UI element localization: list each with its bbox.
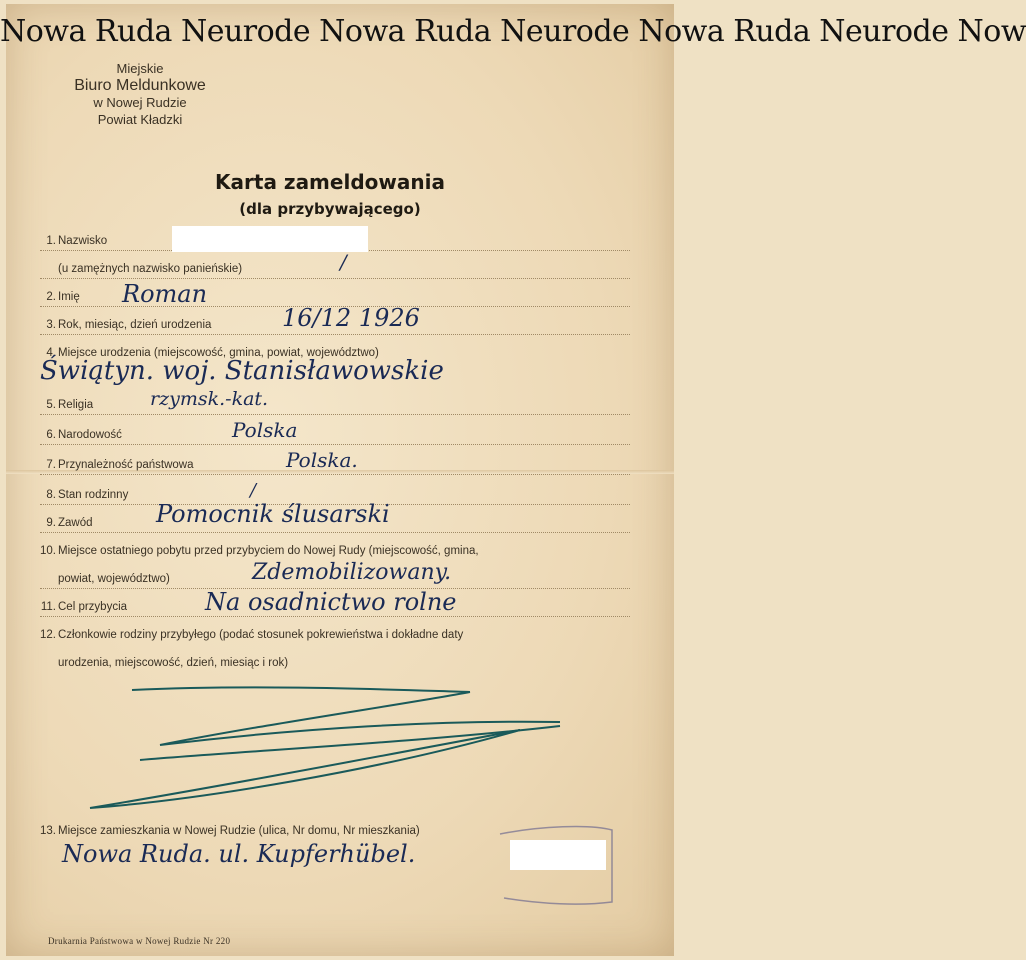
hw-last-residence: Zdemobilizowany. [252, 560, 452, 585]
hw-religion: rzymsk.-kat. [150, 388, 269, 410]
field-label: Zawód [58, 517, 93, 529]
hw-purpose: Na osadnictwo rolne [205, 588, 457, 616]
field-label: Miejsce zamieszkania w Nowej Rudzie (ulica, Nr domu, Nr mieszkania) [58, 825, 420, 837]
hw-first-name: Roman [122, 280, 208, 308]
hw-maiden: / [340, 250, 347, 274]
strikethrough-line [132, 687, 470, 692]
header-banner: Nowa Ruda Neurode Nowa Ruda Neurode Nowa Ruda Neurode Now [0, 14, 1026, 49]
field-label: Członkowie rodziny przybyłego (podać stosunek pokrewieństwa i dokładne daty [58, 629, 464, 641]
field-number: 8. [46, 489, 56, 501]
hw-citizenship: Polska. [286, 448, 358, 472]
field-label: Cel przybycia [58, 601, 128, 613]
hw-occupation: Pomocnik ślusarski [156, 500, 390, 528]
field-label: Miejsce urodzenia (miejscowość, gmina, powiat, województwo) [58, 347, 379, 359]
hw-birth-date: 16/12 1926 [282, 304, 420, 332]
field-label: Narodowość [58, 429, 122, 441]
office-line-1: Miejskie [116, 61, 164, 76]
field-label: Miejsce ostatniego pobytu przed przybyciem do Nowej Rudy (miejscowość, gmina, [58, 545, 479, 557]
strikethrough-line [90, 730, 520, 808]
field-number: 1. [46, 235, 56, 247]
field-number: 9. [46, 517, 56, 529]
field-number: 10. [40, 545, 56, 557]
field-label: Nazwisko [58, 235, 108, 247]
field-number: 7. [46, 459, 56, 471]
field-label: Rok, miesiąc, dzień urodzenia [58, 319, 212, 331]
office-line-3: w Nowej Rudzie [93, 95, 187, 110]
strikethrough-line [140, 726, 560, 760]
field-number: 2. [46, 291, 56, 303]
field-label: Imię [58, 291, 80, 303]
field-label: powiat, województwo) [58, 573, 170, 585]
hw-birth-place: Świątyn. woj. Stanisławowskie [40, 356, 444, 386]
field-number: 4. [46, 347, 56, 359]
hw-marital: / [250, 480, 257, 501]
office-line-4: Powiat Kładzki [97, 112, 183, 127]
field-label: Stan rodzinny [58, 489, 129, 501]
field-label: (u zamężnych nazwisko panieńskie) [58, 263, 243, 275]
field-number: 13. [40, 825, 56, 837]
field-label: Religia [58, 399, 94, 411]
hw-nationality: Polska [232, 418, 298, 442]
field-label: Przynależność państwowa [58, 459, 194, 471]
field-label: urodzenia, miejscowość, dzień, miesiąc i rok) [58, 657, 289, 669]
stamp-mark [500, 827, 612, 905]
strikethrough-line [160, 692, 560, 745]
printer-footer: Drukarnia Państwowa w Nowej Rudzie Nr 220 [48, 936, 231, 946]
field-number: 12. [40, 629, 56, 641]
field-number: 3. [46, 319, 56, 331]
form-subtitle: (dla przybywającego) [239, 200, 421, 218]
field-number: 11. [40, 601, 56, 613]
field-number: 5. [46, 399, 56, 411]
form-title: Karta zameldowania [215, 170, 445, 194]
hw-address: Nowa Ruda. ul. Kupferhübel. [62, 840, 416, 868]
field-number: 6. [46, 429, 56, 441]
office-line-2: Biuro Meldunkowe [74, 77, 206, 94]
